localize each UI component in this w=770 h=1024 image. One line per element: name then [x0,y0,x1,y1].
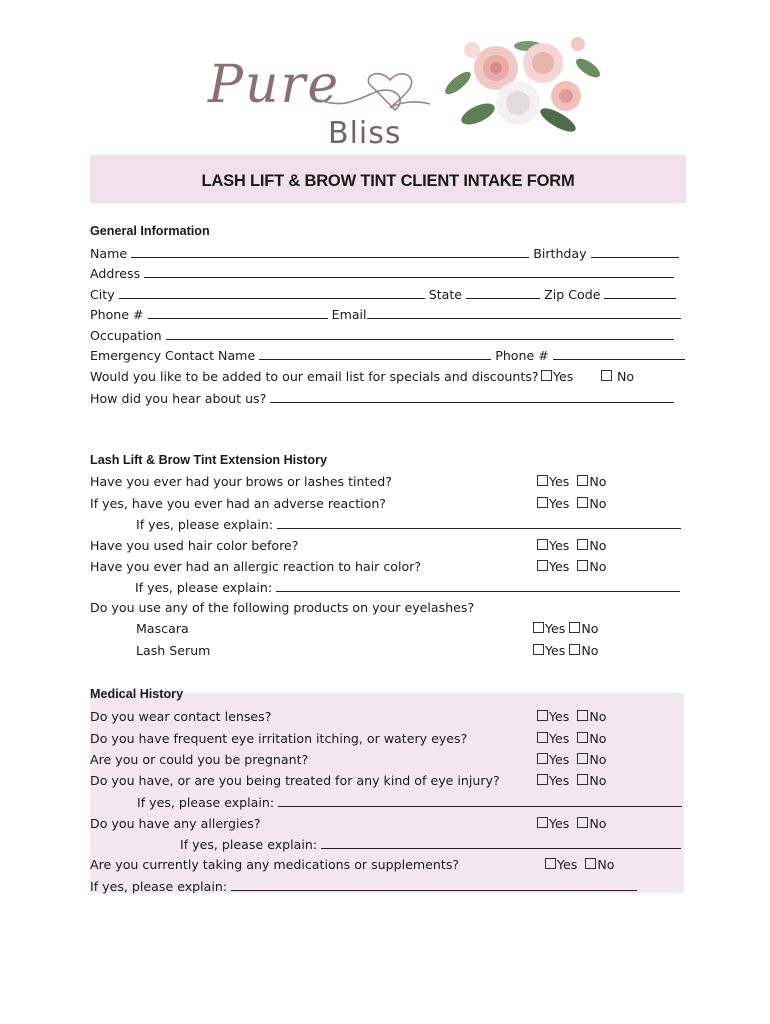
yes-label: Yes [545,643,566,658]
serum-yn [533,643,599,659]
medical-q4-yn [537,773,607,789]
yes-label: Yes [549,474,570,489]
no-label: No [589,816,607,831]
checkbox-icon[interactable] [577,475,588,486]
email-list-no[interactable] [601,369,634,385]
medical-q6: Are you currently taking any medications or supplements? [90,857,460,872]
checkbox-icon[interactable] [577,732,588,743]
medical-explain3-row [90,879,637,895]
checkbox-icon[interactable] [537,732,548,743]
address-field[interactable] [144,266,674,278]
history-q2-yn [537,496,607,512]
no-label: No [581,621,599,636]
zip-label: Zip Code [544,287,601,302]
checkbox-icon[interactable] [537,817,548,828]
medical-q3: Are you or could you be pregnant? [90,752,309,767]
city-row [90,287,676,303]
email-list-question: Would you like to be added to our email list for specials and discounts? [90,369,539,384]
medical-q6-yn [545,857,615,873]
email-field[interactable] [367,307,681,319]
form-title: LASH LIFT & BROW TINT CLIENT INTAKE FORM [201,172,575,190]
yes-label: Yes [549,731,570,746]
explain-label: If yes, please explain: [135,580,273,595]
logo-bliss-text: Bliss [328,116,402,151]
checkbox-icon[interactable] [537,475,548,486]
emergency-name-field[interactable] [259,348,491,360]
checkbox-icon[interactable] [533,622,544,633]
city-field[interactable] [119,287,425,299]
hear-label: How did you hear about us? [90,391,267,406]
history-heading: Lash Lift & Brow Tint Extension History [90,453,327,467]
checkbox-icon[interactable] [585,858,596,869]
history-explain2-row [135,580,680,596]
yes-label: Yes [549,538,570,553]
serum-label: Lash Serum [136,643,211,658]
checkbox-icon[interactable] [601,370,612,381]
history-q3: Have you used hair color before? [90,538,299,553]
name-row [90,246,679,262]
medical-heading: Medical History [90,687,184,701]
medical-explain1-field[interactable] [278,795,682,807]
no-label: No [589,709,607,724]
medical-q4: Do you have, or are you being treated for any kind of eye injury? [90,773,500,788]
explain-label: If yes, please explain: [137,795,275,810]
medical-q1: Do you wear contact lenses? [90,709,272,724]
yes-label: Yes [549,709,570,724]
medical-explain3-field[interactable] [231,879,637,891]
explain-label: If yes, please explain: [180,837,318,852]
checkbox-icon[interactable] [577,710,588,721]
yes-label: Yes [545,621,566,636]
history-q4: Have you ever had an allergic reaction to hair color? [90,559,422,574]
checkbox-icon[interactable] [537,710,548,721]
history-q2: If yes, have you ever had an adverse reaction? [90,496,386,511]
checkbox-icon[interactable] [537,753,548,764]
state-label: State [428,287,463,302]
rose-bouquet-image [438,28,608,138]
emergency-label: Emergency Contact Name [90,348,256,363]
city-label: City [90,287,115,302]
phone-row [90,307,681,323]
medical-q5: Do you have any allergies? [90,816,261,831]
emergency-row [90,348,685,364]
checkbox-icon[interactable] [569,622,580,633]
medical-explain2-field[interactable] [321,837,681,849]
medical-q1-yn [537,709,607,725]
checkbox-icon[interactable] [537,774,548,785]
emergency-phone-field[interactable] [553,348,685,360]
name-label: Name [90,246,128,261]
yes-label: Yes [549,773,570,788]
general-heading: General Information [90,224,210,238]
no-label: No [581,643,599,658]
history-q1: Have you ever had your brows or lashes tinted? [90,474,392,489]
medical-q5-yn [537,816,607,832]
medical-q3-yn [537,752,607,768]
no-label: No [589,474,607,489]
address-label: Address [90,266,141,281]
checkbox-icon[interactable] [577,774,588,785]
email-label: Email [331,307,367,322]
yes-label: Yes [549,816,570,831]
birthday-label: Birthday [533,246,587,261]
occupation-field[interactable] [166,328,674,340]
no-label: No [597,857,615,872]
mascara-yn [533,621,599,637]
yes-label: Yes [553,369,574,384]
phone-label: Phone # [90,307,144,322]
no-label: No [589,752,607,767]
state-field[interactable] [466,287,540,299]
medical-explain2-row [180,837,681,853]
checkbox-icon[interactable] [533,644,544,655]
yes-label: Yes [549,496,570,511]
occupation-row [90,328,674,344]
no-label: No [589,731,607,746]
history-explain1-row [136,517,681,533]
brand-logo [200,30,430,155]
email-list-row [90,369,539,385]
email-list-yes[interactable] [541,369,573,385]
history-q3-yn [537,538,607,554]
checkbox-icon[interactable] [577,560,588,571]
phone-field[interactable] [148,307,328,319]
history-explain1-field[interactable] [277,517,681,529]
checkbox-icon[interactable] [537,497,548,508]
name-field[interactable] [131,246,529,258]
history-q1-yn [537,474,607,490]
no-label: No [589,559,607,574]
checkbox-icon[interactable] [537,539,548,550]
checkbox-icon[interactable] [537,560,548,571]
checkbox-icon[interactable] [541,370,552,381]
checkbox-icon[interactable] [577,753,588,764]
no-label: No [617,369,635,384]
checkbox-icon[interactable] [545,858,556,869]
no-label: No [589,538,607,553]
hear-row [90,391,674,407]
zip-field[interactable] [604,287,676,299]
history-q5: Do you use any of the following products on your eyelashes? [90,600,475,615]
no-label: No [589,496,607,511]
checkbox-icon[interactable] [569,644,580,655]
medical-explain1-row [137,795,682,811]
yes-label: Yes [549,559,570,574]
yes-label: Yes [549,752,570,767]
explain-label: If yes, please explain: [136,517,274,532]
history-explain2-field[interactable] [276,580,680,592]
birthday-field[interactable] [591,246,679,258]
no-label: No [589,773,607,788]
medical-q2: Do you have frequent eye irritation itching, or watery eyes? [90,731,468,746]
logo-script-text: Pure [208,55,341,115]
address-row [90,266,674,282]
checkbox-icon[interactable] [577,817,588,828]
history-q4-yn [537,559,607,575]
explain-label: If yes, please explain: [90,879,228,894]
checkbox-icon[interactable] [577,497,588,508]
occupation-label: Occupation [90,328,162,343]
mascara-label: Mascara [136,621,189,636]
hear-field[interactable] [270,391,674,403]
emergency-phone-label: Phone # [495,348,549,363]
yes-label: Yes [557,857,578,872]
medical-q2-yn [537,731,607,747]
checkbox-icon[interactable] [577,539,588,550]
